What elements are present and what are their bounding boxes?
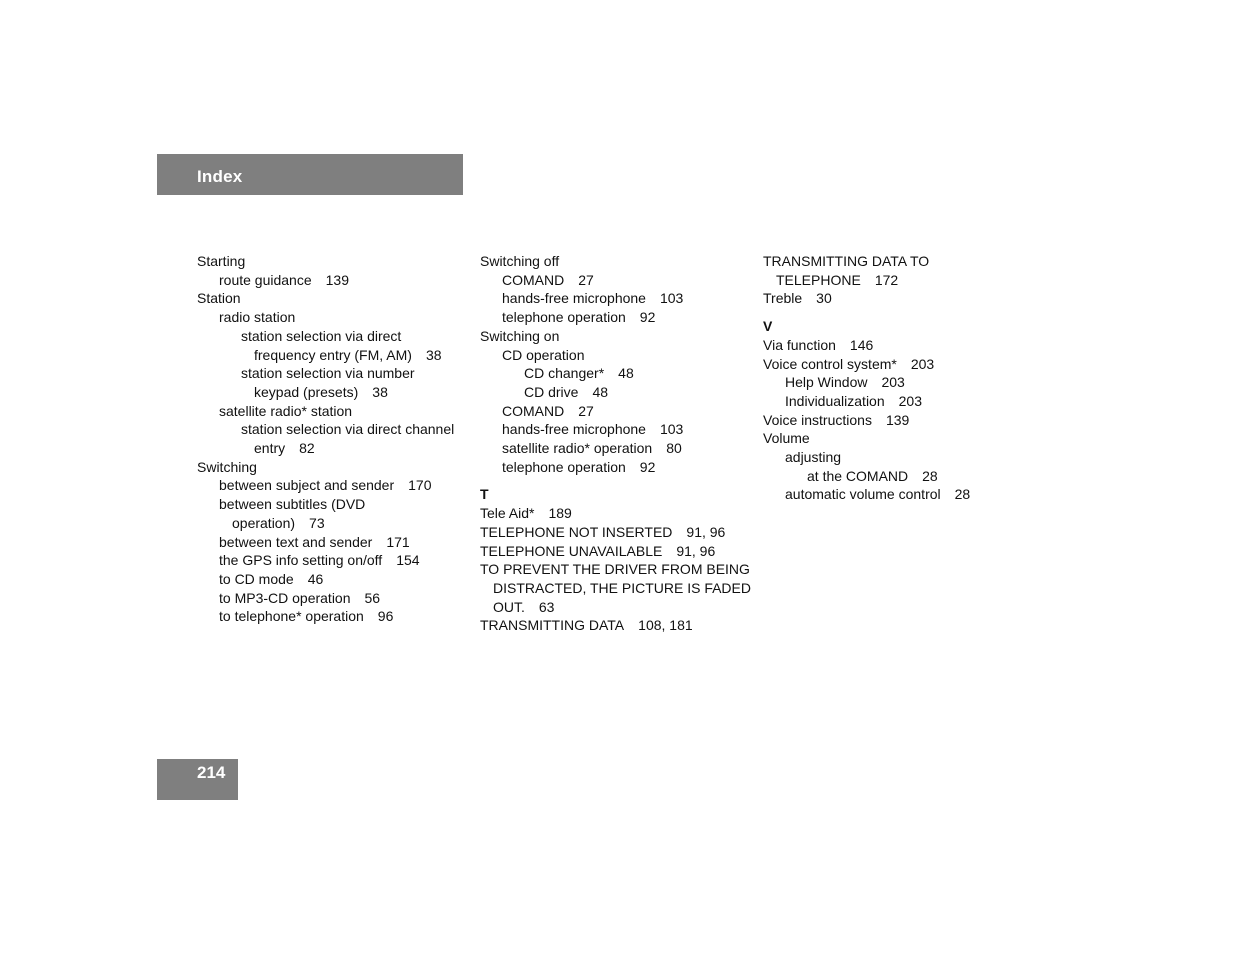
index-entry xyxy=(480,598,750,617)
index-entry-term: OUT. xyxy=(493,598,525,615)
index-entry-term: hands-free microphone xyxy=(502,421,646,438)
index-entry-term: CD drive xyxy=(524,383,579,400)
index-entry-term: Volume xyxy=(763,430,810,447)
header-bar xyxy=(157,154,463,195)
index-entry-page-ref[interactable]: 82 xyxy=(299,440,315,457)
index-entry-term: DISTRACTED, THE PICTURE IS FADED xyxy=(493,579,751,596)
index-entry xyxy=(197,364,467,383)
index-entry-page-ref[interactable]: 189 xyxy=(548,505,572,522)
index-entry-page-ref[interactable]: 63 xyxy=(538,598,555,615)
index-entry xyxy=(480,420,750,439)
index-entry xyxy=(763,392,1033,411)
index-entry-term: COMAND xyxy=(502,402,565,419)
index-entry-page-ref[interactable]: 27 xyxy=(578,402,594,419)
index-entry-page-ref[interactable]: 30 xyxy=(816,290,832,307)
index-entry-term: Starting xyxy=(197,253,246,269)
index-entry-term: operation) xyxy=(232,514,296,531)
index-entry xyxy=(197,533,467,552)
index-entry xyxy=(480,523,750,542)
index-entry-term: Treble xyxy=(763,290,803,307)
index-entry xyxy=(197,252,467,271)
index-entry xyxy=(197,514,467,533)
index-entry xyxy=(480,252,750,271)
index-entry-term: satellite radio* station xyxy=(219,402,353,419)
page-title: Index xyxy=(197,167,243,186)
index-entry-page-ref[interactable]: 203 xyxy=(898,392,922,409)
index-entry-page-ref[interactable]: 96 xyxy=(377,608,394,625)
index-entry xyxy=(480,271,750,290)
index-entry xyxy=(480,383,750,402)
index-entry-page-ref[interactable]: 91, 96 xyxy=(676,542,716,559)
index-entry xyxy=(480,289,750,308)
index-entry-term: TRANSMITTING DATA TO xyxy=(763,253,930,269)
index-entry-term: Individualization xyxy=(785,392,885,409)
index-entry xyxy=(197,476,467,495)
index-entry xyxy=(480,579,750,598)
index-entry xyxy=(197,346,467,365)
index-entry xyxy=(763,271,1033,290)
index-entry-page-ref[interactable]: 80 xyxy=(666,440,682,457)
index-entry xyxy=(480,327,750,346)
index-entry-term: TO PREVENT THE DRIVER FROM BEING xyxy=(480,561,750,578)
index-entry xyxy=(197,402,467,421)
index-entry xyxy=(197,289,467,308)
page-number: 214 xyxy=(197,763,226,782)
index-entry-page-ref[interactable]: 46 xyxy=(307,570,324,587)
index-entry-page-ref[interactable]: 28 xyxy=(954,486,971,503)
index-entry-term: TRANSMITTING DATA xyxy=(480,617,625,634)
index-entry-page-ref[interactable]: 91, 96 xyxy=(686,523,726,540)
index-entry-page-ref[interactable]: 103 xyxy=(659,421,684,438)
index-entry xyxy=(197,271,467,290)
index-column-1 xyxy=(197,252,467,626)
index-entry xyxy=(763,467,1033,486)
index-entry-term: to telephone* operation xyxy=(219,608,364,625)
index-entry-term: adjusting xyxy=(785,449,842,466)
index-entry xyxy=(763,252,1033,271)
index-entry-page-ref[interactable]: 171 xyxy=(386,533,410,550)
index-entry-term: to MP3-CD operation xyxy=(219,589,351,606)
index-entry xyxy=(480,346,750,365)
index-entry-term: satellite radio* operation xyxy=(502,440,653,457)
index-entry-term: between text and sender xyxy=(219,533,373,550)
index-entry xyxy=(480,439,750,458)
index-entry-page-ref[interactable]: 203 xyxy=(881,374,905,391)
index-entry-term: at the COMAND xyxy=(807,467,909,484)
index-entry xyxy=(480,364,750,383)
index-entry-term: route guidance xyxy=(219,271,312,288)
index-entry-term: frequency entry (FM, AM) xyxy=(254,346,412,363)
index-entry-term: radio station xyxy=(219,309,296,326)
index-entry-page-ref[interactable]: 172 xyxy=(874,271,899,288)
index-entry-page-ref[interactable]: 108, 181 xyxy=(638,617,693,634)
index-entry-term: station selection via direct xyxy=(241,327,402,344)
index-entry-term: TELEPHONE UNAVAILABLE xyxy=(480,542,663,559)
index-entry xyxy=(197,308,467,327)
index-column-3 xyxy=(763,252,1033,504)
index-entry xyxy=(763,411,1033,430)
index-entry-term: between subject and sender xyxy=(219,477,395,494)
index-entry-page-ref[interactable]: 170 xyxy=(408,477,432,494)
index-entry-term: Voice instructions xyxy=(763,411,872,428)
index-entry-term: between subtitles (DVD xyxy=(219,496,366,513)
index-entry-term: automatic volume control xyxy=(785,486,941,503)
index-entry-page-ref[interactable]: 73 xyxy=(309,514,325,531)
index-entry-term: Help Window xyxy=(785,374,868,391)
index-entry-page-ref[interactable]: 146 xyxy=(849,336,874,353)
index-entry xyxy=(197,570,467,589)
index-entry-term: COMAND xyxy=(502,271,565,288)
index-entry xyxy=(480,308,750,327)
index-entry-page-ref[interactable]: 28 xyxy=(922,467,938,484)
index-entry-page-ref[interactable]: 48 xyxy=(618,365,634,382)
index-entry-page-ref[interactable]: 139 xyxy=(885,411,910,428)
index-entry-term: keypad (presets) xyxy=(254,383,359,400)
index-entry-page-ref[interactable]: 38 xyxy=(425,346,442,363)
index-entry xyxy=(197,551,467,570)
index-entry-page-ref[interactable]: 203 xyxy=(910,355,935,372)
index-entry-page-ref[interactable]: 139 xyxy=(325,271,349,288)
index-entry-page-ref[interactable]: 103 xyxy=(659,290,684,307)
index-entry-term: hands-free microphone xyxy=(502,290,646,307)
index-entry xyxy=(763,448,1033,467)
index-entry-term: TELEPHONE NOT INSERTED xyxy=(480,523,673,540)
index-entry xyxy=(763,485,1033,504)
index-entry-term: Switching on xyxy=(480,327,560,344)
index-entry-term: telephone operation xyxy=(502,309,626,326)
index-entry-term: the GPS info setting on/off xyxy=(219,552,383,569)
index-entry-term: entry xyxy=(254,440,286,457)
index-entry-page-ref[interactable]: 48 xyxy=(592,383,609,400)
index-entry-page-ref[interactable]: 92 xyxy=(639,309,656,326)
index-entry-term: CD operation xyxy=(502,346,585,363)
index-entry xyxy=(480,616,750,635)
index-entry xyxy=(197,589,467,608)
index-entry-term: Via function xyxy=(763,336,836,353)
index-entry-page-ref[interactable]: 154 xyxy=(396,552,420,569)
index-entry-term: Switching xyxy=(197,458,257,475)
page-number-box xyxy=(157,759,238,800)
index-entry xyxy=(197,327,467,346)
index-entry-page-ref[interactable]: 27 xyxy=(578,271,594,288)
index-entry-term: Tele Aid* xyxy=(480,505,535,522)
index-entry xyxy=(763,336,1033,355)
index-entry-page-ref[interactable]: 56 xyxy=(364,589,381,606)
index-entry xyxy=(480,560,750,579)
index-entry-term: CD changer* xyxy=(524,365,605,382)
index-column-2 xyxy=(480,252,750,635)
index-entry xyxy=(763,373,1033,392)
index-entry xyxy=(197,383,467,402)
index-entry-term: Station xyxy=(197,290,241,307)
index-entry xyxy=(763,429,1033,448)
index-entry xyxy=(763,355,1033,374)
index-entry-term: telephone operation xyxy=(502,458,626,475)
index-entry-term: Switching off xyxy=(480,253,560,269)
index-entry-term: station selection via number xyxy=(241,365,415,382)
index-entry-page-ref[interactable]: 38 xyxy=(372,383,388,400)
index-entry xyxy=(197,495,467,514)
index-entry xyxy=(763,289,1033,308)
index-entry xyxy=(480,458,750,477)
index-entry-term: to CD mode xyxy=(219,570,294,587)
index-entry-term: station selection via direct channel xyxy=(241,421,455,438)
index-letter-heading: V xyxy=(763,318,773,335)
index-entry xyxy=(197,458,467,477)
index-entry xyxy=(480,542,750,561)
index-letter-heading: T xyxy=(480,486,489,503)
index-entry-term: Voice control system* xyxy=(763,355,897,372)
index-entry xyxy=(197,439,467,458)
index-entry xyxy=(197,420,467,439)
index-entry xyxy=(197,607,467,626)
index-entry-page-ref[interactable]: 92 xyxy=(639,458,656,475)
index-entry xyxy=(480,504,750,523)
index-entry-term: TELEPHONE xyxy=(776,271,861,288)
index-entry xyxy=(480,402,750,421)
